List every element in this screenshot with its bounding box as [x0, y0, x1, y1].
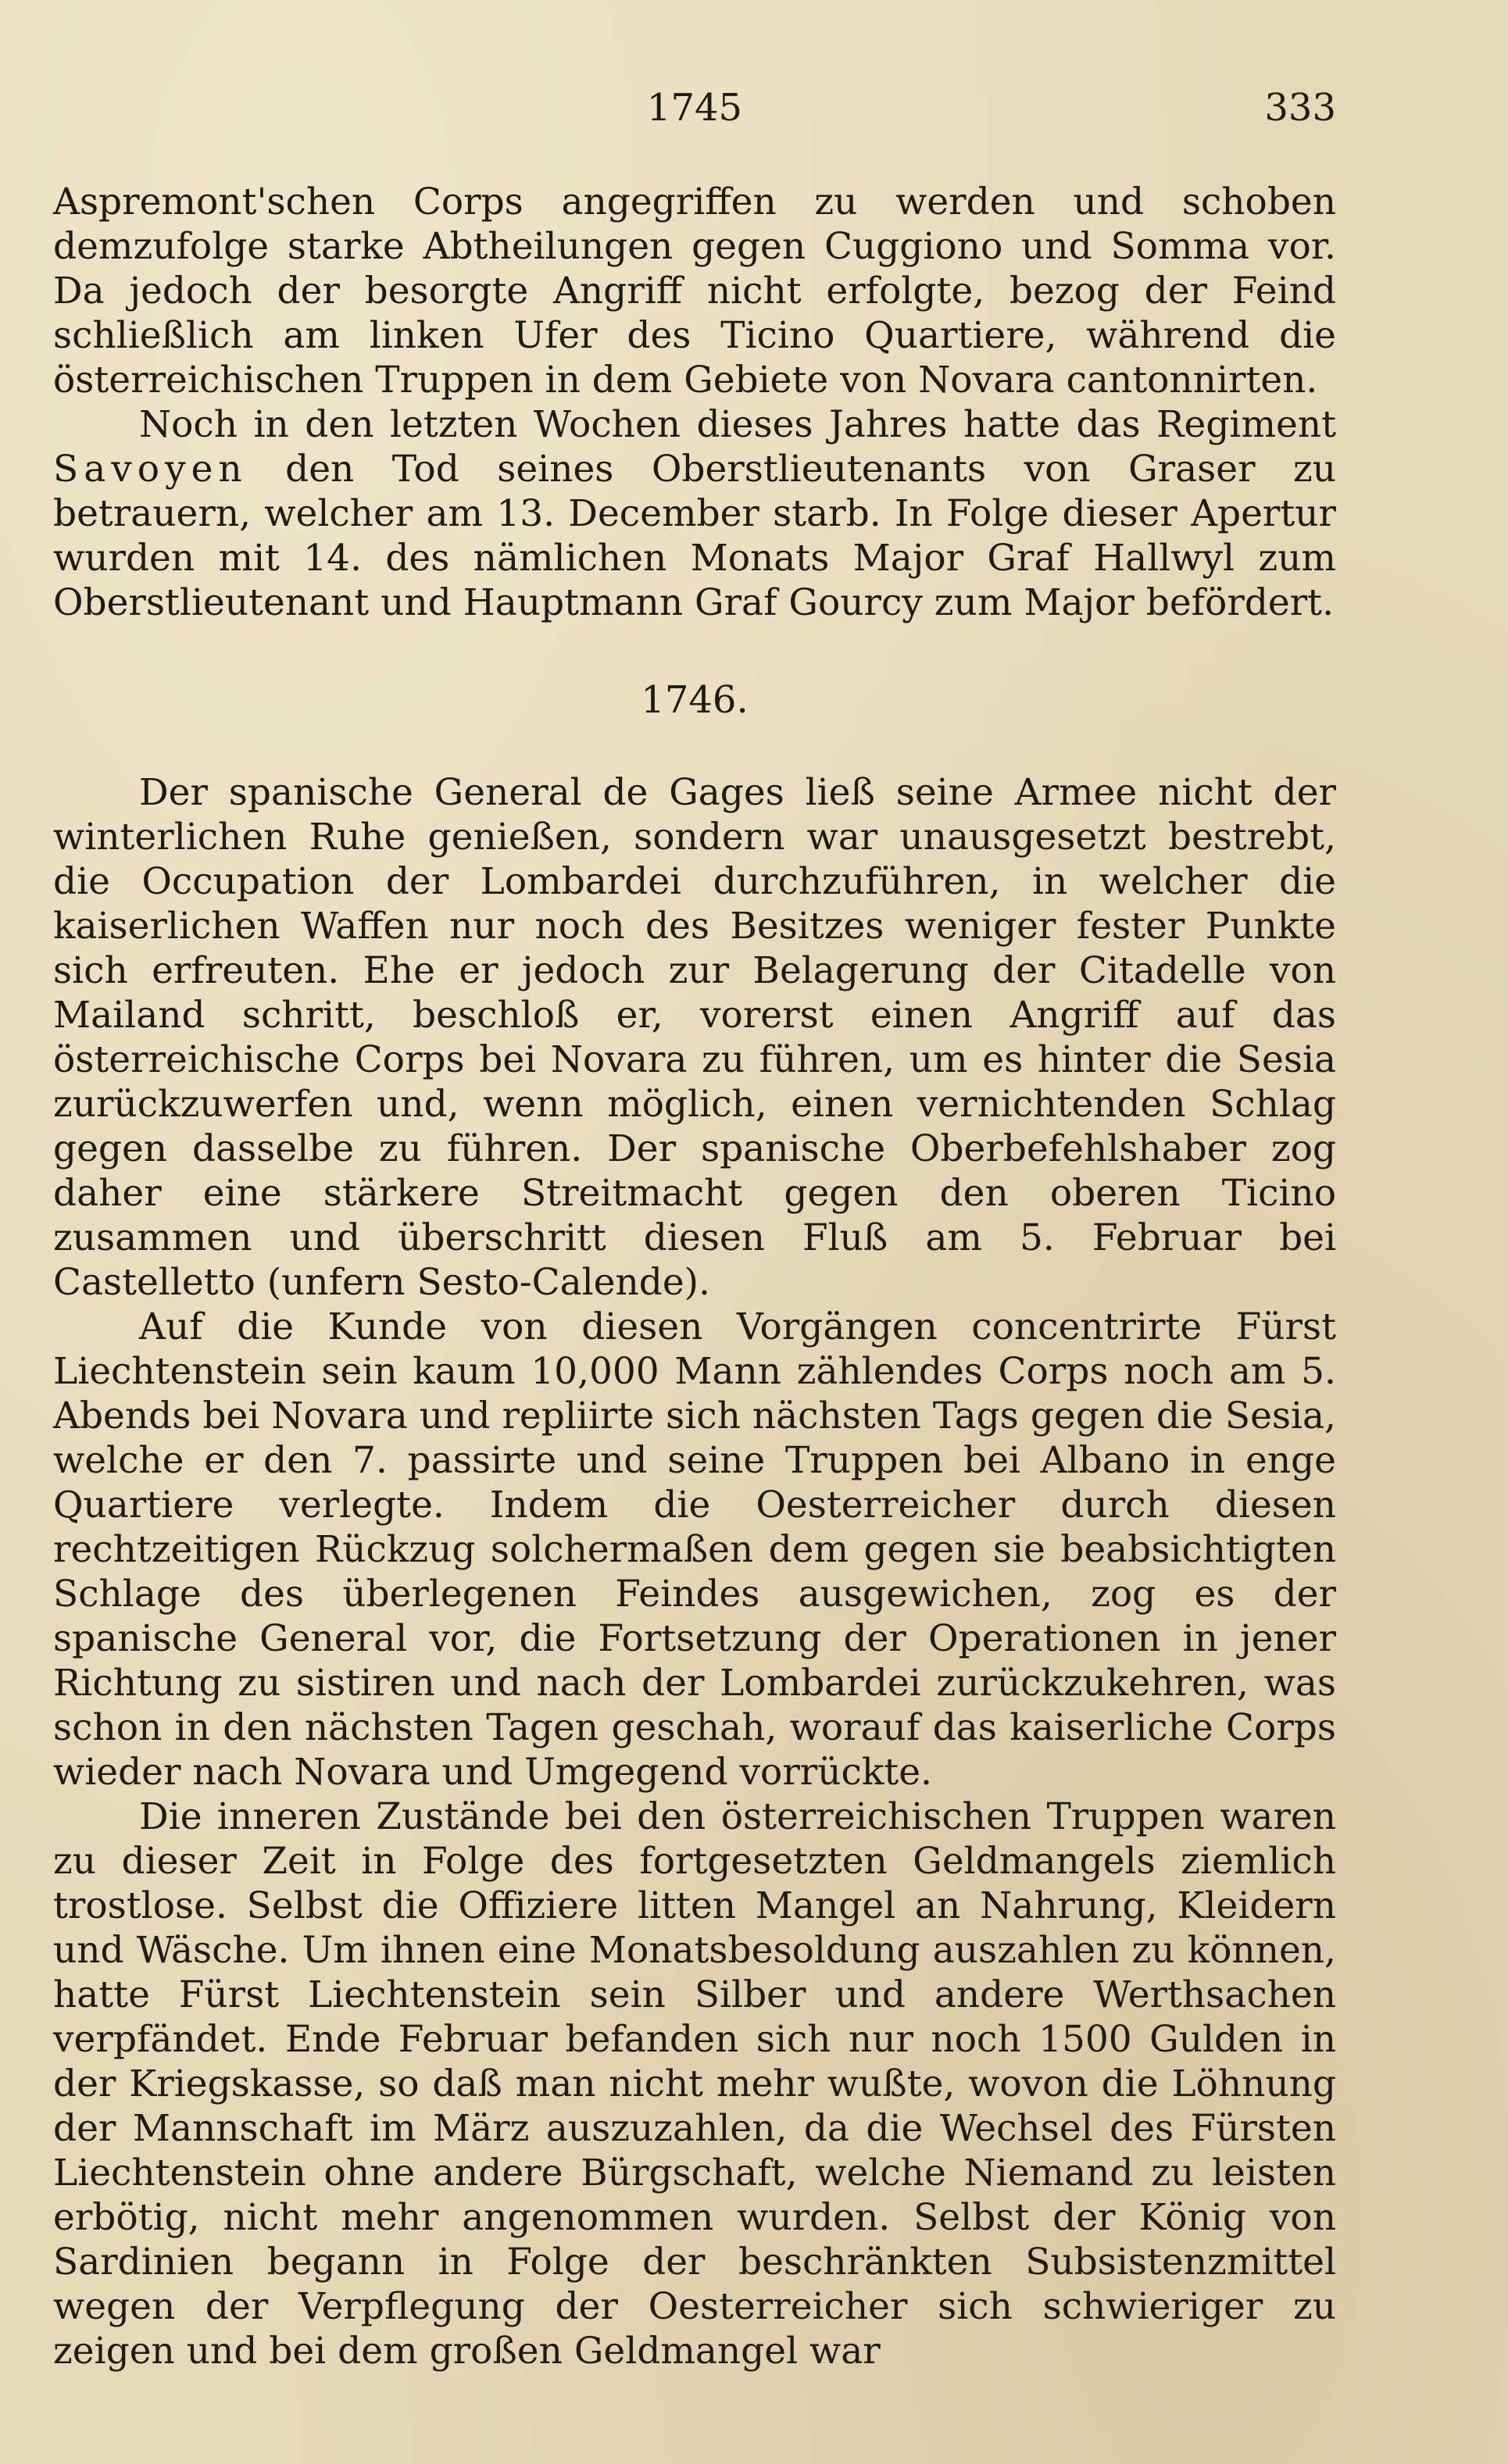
paragraph-money-shortage: Die inneren Zustände bei den österreichischen Truppen waren zu dieser Zeit in Folge des fortgesetzten Geldmangels ziemlich trostlose. Selbst die Offiziere litten Mangel an Nahrung, Kleidern und Wäsche. Um ihnen eine Monatsbesoldung auszahlen zu können, hatte Fürst Liechtenstein sein Silber und andere Werthsachen verpfändet. Ende Februar befanden sich nur noch 1500 Gulden in der Kriegskasse, so daß man nicht mehr wußte, wovon die Löhnung der Mannschaft im März auszuzahlen, da die Wechsel des Fürsten Liechtenstein ohne andere Bürgschaft, welche Niemand zu leisten erbötig, nicht mehr angenommen wurden. Selbst der König von Sardinien begann in Folge der beschränkten Subsistenzmittel wegen der Verpflegung der Oesterreicher sich schwieriger zu zeigen und bei dem großen Geldmangel war	[53, 1795, 1336, 2373]
paragraph-text-after: den Tod seines Oberstlieutenants von Graser zu betrauern, welcher am 13. December starb. In Folge dieser Apertur wurden mit 14. des nämlichen Monats Major Graf Hallwyl zum Oberstlieutenant und Hauptmann Graf Gourcy zum Major befördert.	[53, 448, 1336, 624]
regiment-name-spaced: Savoyen	[53, 448, 248, 491]
running-header	[53, 84, 1336, 139]
paragraph-regiment-savoyen	[53, 402, 1336, 625]
page-body	[53, 180, 1336, 2373]
paragraph-de-gages: Der spanische General de Gages ließ seine Armee nicht der winterlichen Ruhe genießen, sondern war unausgesetzt bestrebt, die Occupation der Lombardei durchzuführen, in welcher die kaiserlichen Waffen nur noch des Besitzes weniger fester Punkte sich erfreuten. Ehe er jedoch zur Belagerung der Citadelle von Mailand schritt, beschloß er, vorerst einen Angriff auf das österreichische Corps bei Novara zu führen, um es hinter die Sesia zurückzuwerfen und, wenn möglich, einen vernichtenden Schlag gegen dasselbe zu führen. Der spanische Oberbefehlshaber zog daher eine stärkere Streitmacht gegen den oberen Ticino zusammen und überschritt diesen Fluß am 5. Februar bei Castelletto (unfern Sesto-Calende).	[53, 771, 1336, 1304]
page-number: 333	[1264, 86, 1336, 130]
paragraph-liechtenstein-retreat: Auf die Kunde von diesen Vorgängen concentrirte Fürst Liechtenstein sein kaum 10,000 Mann zählendes Corps noch am 5. Abends bei Novara und repliirte sich nächsten Tags gegen die Sesia, welche er den 7. passirte und seine Truppen bei Albano in enge Quartiere verlegte. Indem die Oesterreicher durch diesen rechtzeitigen Rückzug solchermaßen dem gegen sie beabsichtigten Schlage des überlegenen Feindes ausgewichen, zog es der spanische General vor, die Fortsetzung der Operationen in jener Richtung zu sistiren und nach der Lombardei zurückzukehren, was schon in den nächsten Tagen geschah, worauf das kaiserliche Corps wieder nach Novara und Umgegend vorrückte.	[53, 1305, 1336, 1794]
paragraph-continuation: Aspremont'schen Corps angegriffen zu werden und schoben demzufolge starke Abtheilungen gegen Cuggiono und Somma vor. Da jedoch der besorgte Angriff nicht erfolgte, bezog der Feind schließlich am linken Ufer des Ticino Quartiere, während die österreichischen Truppen in dem Gebiete von Novara cantonnirten.	[53, 180, 1336, 402]
paragraph-text-before: Noch in den letzten Wochen dieses Jahres hatte das Regiment	[139, 403, 1336, 446]
running-header-year: 1745	[646, 86, 743, 130]
section-heading-1746: 1746.	[641, 678, 749, 722]
